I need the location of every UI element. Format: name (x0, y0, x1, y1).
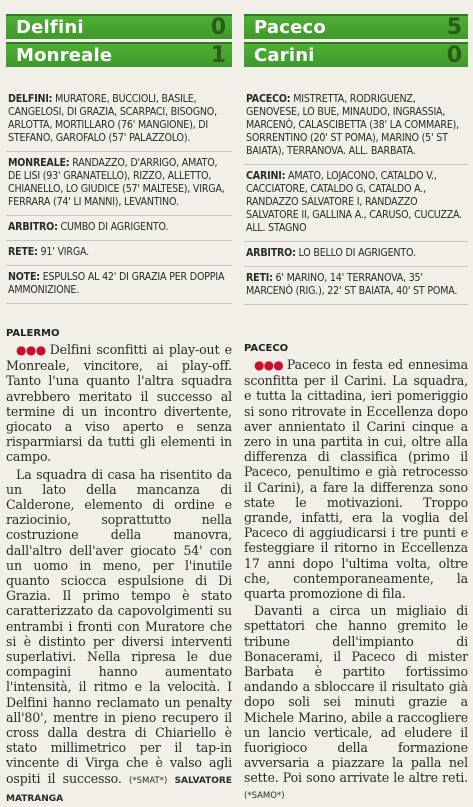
article-paragraph: ●●● Paceco in festa ed ennesima sconfitta per il Carini. La squadra, e tutta la cittadina, ieri pomeriggio si sono ritrovate in Eccellenza dopo aver annientato il Carini cinque a zero in una partita in cui, oltre alla differenza di classifica (primo il Paceco, penultimo e già retrocesso il Carini), a fare la differenza sono state le motivazioni. Troppo grande, infatti, era la voglia del Paceco di aggiudicarsi i tre punti e festeggiare il ritorno in Eccellenza 17 anni dopo l'ultima volta, oltre che, contemporaneamente, la quarta promozione di fila. (244, 357, 468, 602)
article-paragraph: Davanti a circa un migliaio di spettatori che hanno gremito le tribune dell'impianto di Bonacerami, il Paceco di mister Barbata è partito fortissimo andando a sbloccare il risultato già dopo soli sei minuti grazie a Michele Marino, abile a raccogliere un lancio verticale, ad eludere il fuorigioco della formazione avversaria a piazzare la palla nel sette. Poi sono arrivate le altre reti. (*SAMO*) (244, 603, 468, 801)
dateline: PACECO (244, 343, 289, 354)
team-name: Delfini (16, 17, 84, 38)
article-paragraph: La squadra di casa ha risentito da un lato della mancanza di Calderone, elemento di ordine e raziocinio, soprattutto nella costruzione della manovra, dall'altro dell'aver giocato 54' con un uomo in meno, per l'inutile quanto sciocca espulsione di Di Grazia. Il primo tempo è stato caratterizzato da capovolgimenti su entrambi i fronti con Muratore che si è distinto per diversi interventi superlativi. Nella ripresa le due compagini hanno aumentato l'intensità, il ritmo e la velocità. I Delfini hanno reclamato un penalty all'80', mentre in pieno recupero il cross dalla destra di Chiariello è stato millimetrico per il tap-in vincente di Virga che è valso agli ospiti il successo. (*SMAT*) SALVATORE MATRANGA (6, 466, 232, 804)
team-name: Paceco (254, 17, 326, 38)
team-score: 0 (210, 15, 226, 40)
lineup-box (6, 152, 232, 216)
info-text: MISTRETTA, RODRIGUENZ, GENOVESE, LO BUE, MINAUDO, INGRASSIA, MARCENÒ, CALASCIBETTA (38' LA COMMARE), SORRENTINO (20' ST POMA), MARINO (5' ST BAIATA), TERRANOVA. ALL. BARBATA. (246, 93, 459, 157)
right-match-column (244, 0, 468, 804)
info-label: DELFINI: (8, 93, 53, 105)
article-body (6, 342, 232, 807)
info-label: PACECO: (246, 93, 291, 105)
info-text: CUMBO DI AGRIGENTO. (60, 221, 169, 233)
info-text: MURATORE, BUCCIOLI, BASILE, CANGELOSI, DI GRAZIA, SCARPACI, BISOGNO, ARLOTTA, MORTILLARO (76' MANGIONE), DI STEFANO, GAROFALO (57' PALAZZOLO). (8, 93, 217, 144)
dateline: PALERMO (6, 328, 60, 339)
info-label: ARBITRO: (8, 221, 58, 233)
team-name: Monreale (16, 45, 113, 66)
signature-code: (*SMAT*) (129, 775, 168, 786)
team-name: Carini (254, 45, 315, 66)
info-label: NOTE: (8, 271, 40, 283)
info-text: LO BELLO DI AGRIGENTO. (298, 247, 416, 259)
referee-box (244, 242, 468, 267)
info-text: 91' VIRGA. (40, 246, 89, 258)
team-score-row (6, 42, 232, 67)
referee-box (6, 216, 232, 241)
info-label: MONREALE: (8, 157, 70, 169)
team-score: 1 (210, 43, 226, 68)
team-score-row (244, 42, 468, 67)
author-name: SALVATORE MATRANGA (6, 775, 232, 804)
info-label: RETE: (8, 246, 38, 258)
info-label: ARBITRO: (246, 247, 296, 259)
notes-box (6, 266, 232, 304)
info-label: CARINI: (246, 170, 286, 182)
info-text: 6' MARINO, 14' TERRANOVA, 35' MARCENÒ (RIG.), 22' ST BAIATA, 40' ST POMA. (246, 272, 458, 297)
article-body (244, 357, 468, 804)
info-text: RANDAZZO, D'ARRIGO, AMATO, DE LISI (93' GRANATELLO), RIZZO, ALLETTO, CHIANELLO, LO GIUDICE (57' MALTESE), VIRGA, FERRARA (74' LI MANNI), LEVANTINO. (8, 157, 225, 208)
signature-code: (*SAMO*) (244, 790, 285, 801)
goals-box (6, 241, 232, 266)
info-text: AMATO, LOJACONO, CATALDO V., CACCIATORE, CATALDO G, CATALDO A., RANDAZZO SALVATORE I, RANDAZZO SALVATORE II, GALLINA A., CARUSO, CUCUZZA. ALL. STAGNO (246, 170, 462, 234)
lineup-box (244, 165, 468, 242)
goals-box (244, 267, 468, 305)
team-score: 5 (446, 15, 462, 40)
red-dots-icon: ●●● (254, 358, 283, 372)
info-label: RETI: (246, 272, 273, 284)
article-paragraph: ●●● Delfini sconfitti ai play-out e Monreale, vincitore, ai play-off. Tanto l'una quanto l'altra squadra avrebbero meritato il successo al termine di un incontro divertente, giocato a viso aperto e senza risparmiarsi da tutti gli elementi in campo. (6, 342, 232, 465)
team-score-row (6, 14, 232, 39)
lineup-box (6, 88, 232, 152)
lineup-box (244, 88, 468, 165)
info-text: ESPULSO AL 42' DI GRAZIA PER DOPPIA AMMONIZIONE. (8, 271, 225, 296)
left-match-column (6, 0, 232, 807)
red-dots-icon: ●●● (16, 343, 46, 357)
team-score-row (244, 14, 468, 39)
team-score: 0 (446, 43, 462, 68)
